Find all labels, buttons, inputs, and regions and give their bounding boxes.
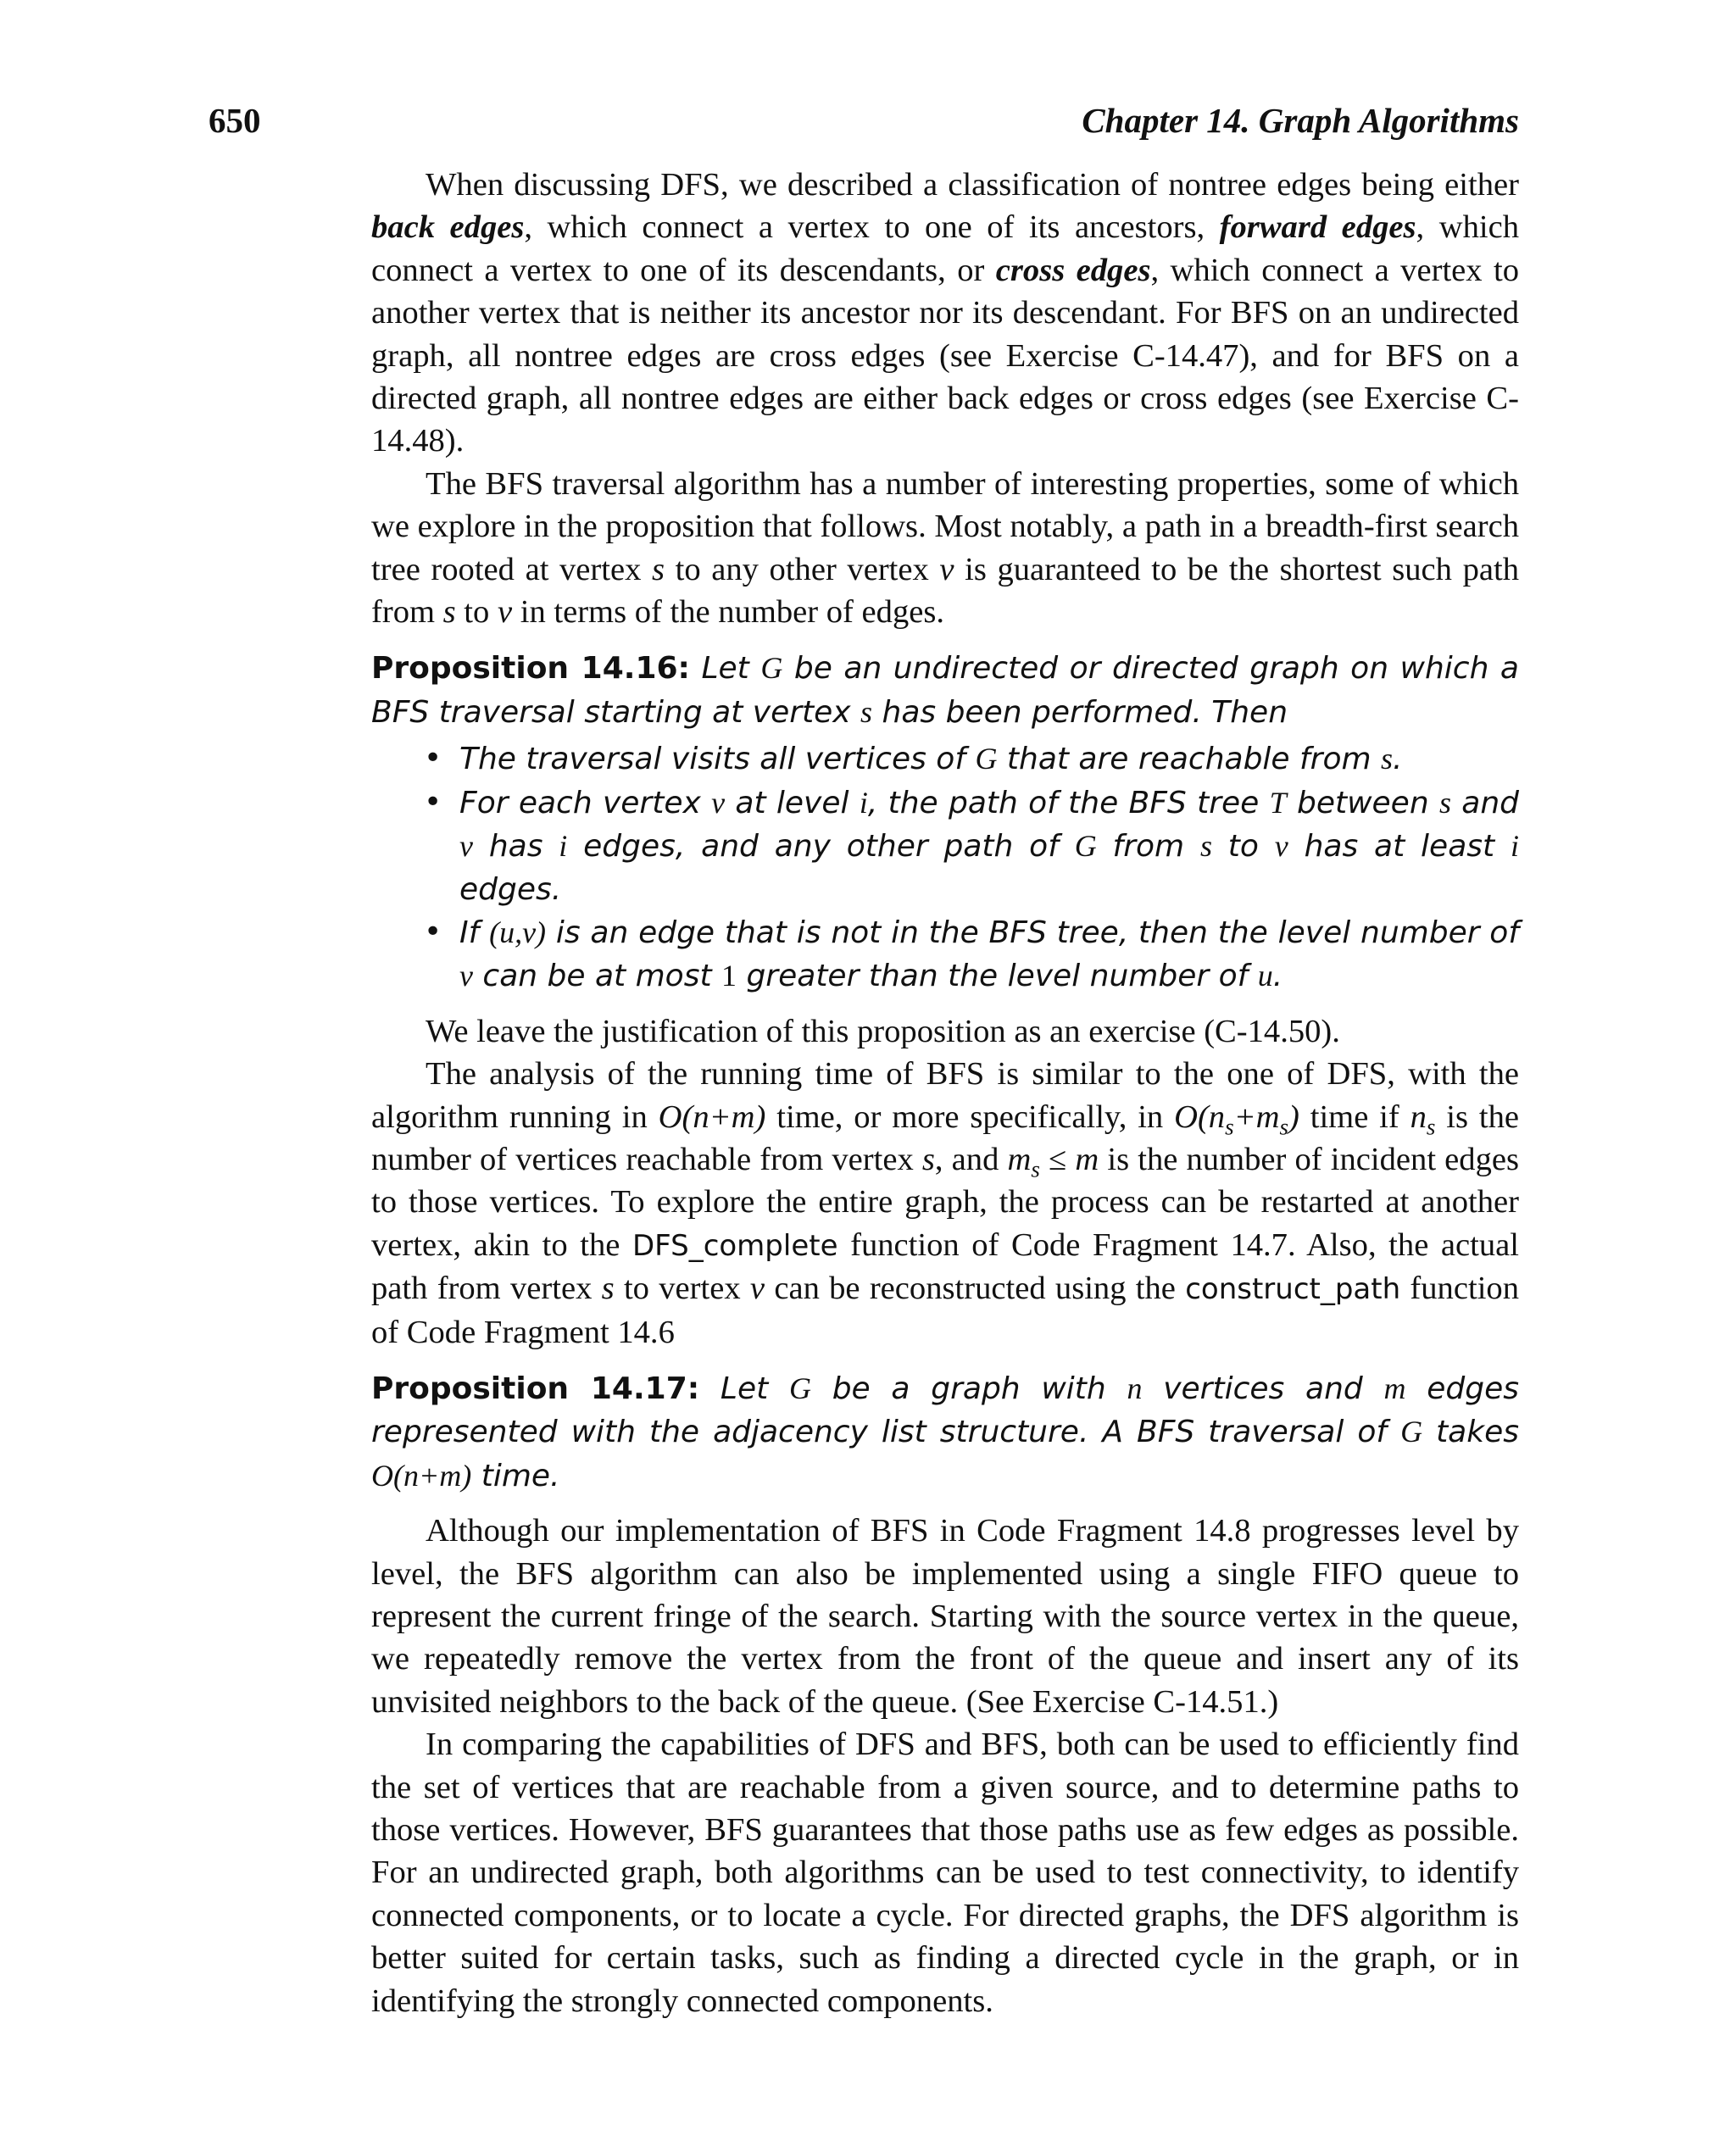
proposition-label: Proposition 14.17: <box>371 1371 700 1406</box>
code-construct-path: construct_path <box>1185 1272 1401 1307</box>
proposition-14-16: Proposition 14.16: Let G be an undirected or directed graph on which a BFS traversal starting at vertex s has been performed. Then <box>371 651 1519 730</box>
term-forward-edges: forward edges <box>1219 209 1416 246</box>
page-body <box>371 164 1519 2022</box>
paragraph-dfs-vs-bfs: In comparing the capabilities of DFS and BFS, both can be used to efficiently find the set of vertices that are reachable from a given source, and to determine paths to those vertices. However, BFS guarantees that those paths use as few edges as possible. For an undirected graph, both algorithms can be used to test connectivity, to identify connected components, or to locate a cycle. For directed graphs, the DFS algorithm is better suited for certain tasks, such as finding a directed cycle in the graph, or in identifying the strongly connected components. <box>371 1727 1519 2019</box>
page-number: 650 <box>209 101 261 140</box>
proposition-bullet-list <box>371 737 1519 998</box>
proposition-14-17: Proposition 14.17: Let G be a graph with n vertices and m edges represented with the adjacency list structure. A BFS traversal of G takes O(n+m) time. <box>371 1371 1519 1493</box>
running-header <box>209 100 1519 154</box>
list-item: • If (u,v) is an edge that is not in the BFS tree, then the level number of v can be at most 1 greater than the level number of u. <box>371 911 1519 998</box>
bullet-icon: • <box>424 741 442 776</box>
paragraph-justification: We leave the justification of this proposition as an exercise (C-14.50). <box>426 1013 1340 1049</box>
list-item: • For each vertex v at level i, the path of the BFS tree T between s and v has i edges, and any other path of G from s to v has at least i edges. <box>371 781 1519 911</box>
chapter-title: Chapter 14. Graph Algorithms <box>1082 101 1519 140</box>
proposition-label: Proposition 14.16: <box>371 651 690 687</box>
term-back-edges: back edges <box>371 209 525 246</box>
term-cross-edges: cross edges <box>995 252 1151 288</box>
code-dfs-complete: DFS_complete <box>632 1228 838 1263</box>
paragraph-fifo-queue: Although our implementation of BFS in Code Fragment 14.8 progresses level by level, the BFS algorithm can also be implemented using a single FIFO queue to represent the current fringe of the search. Starting with the source vertex in the queue, we repeatedly remove the vertex from the front of the queue and insert any of its unvisited neighbors to the back of the queue. (See Exercise C-14.51.) <box>371 1513 1519 1720</box>
list-item: • The traversal visits all vertices of G that are reachable from s. <box>371 737 1519 781</box>
bullet-icon: • <box>424 784 442 820</box>
bullet-icon: • <box>424 914 442 949</box>
paragraph-running-time: The analysis of the running time of BFS is similar to the one of DFS, with the algorithm running in O(n+m) time, or more specifically, in $O(n_s+m_s)$ time if $n_s$ is the number of vertices reachable from vertex s, and $m_s \le m$ is the number of incident edges to those vertices. To explore the entire graph, the process can be restarted at another vertex, akin to the DFS_complete function of Code Fragment 14.7. Also, the actual path from vertex s to vertex v can be reconstructed using the construct_path function of Code Fragment 14.6 <box>371 1056 1520 1350</box>
paragraph-edge-classification: When discussing DFS, we described a classification of nontree edges being either back edges, which connect a vertex to one of its ancestors, forward edges, which connect a vertex to one of its descendants, or cross edges, which connect a vertex to another vertex that is neither its ancestor nor its descendant. For BFS on an undirected graph, all nontree edges are cross edges (see Exercise C-14.47), and for BFS on a directed graph, all nontree edges are either back edges or cross edges (see Exercise C-14.48). <box>371 167 1520 459</box>
paragraph-bfs-properties: The BFS traversal algorithm has a number of interesting properties, some of which we explore in the proposition that follows. Most notably, a path in a breadth-first search tree rooted at vertex s to any other vertex v is guaranteed to be the shortest such path from s to v in terms of the number of edges. <box>371 465 1519 631</box>
